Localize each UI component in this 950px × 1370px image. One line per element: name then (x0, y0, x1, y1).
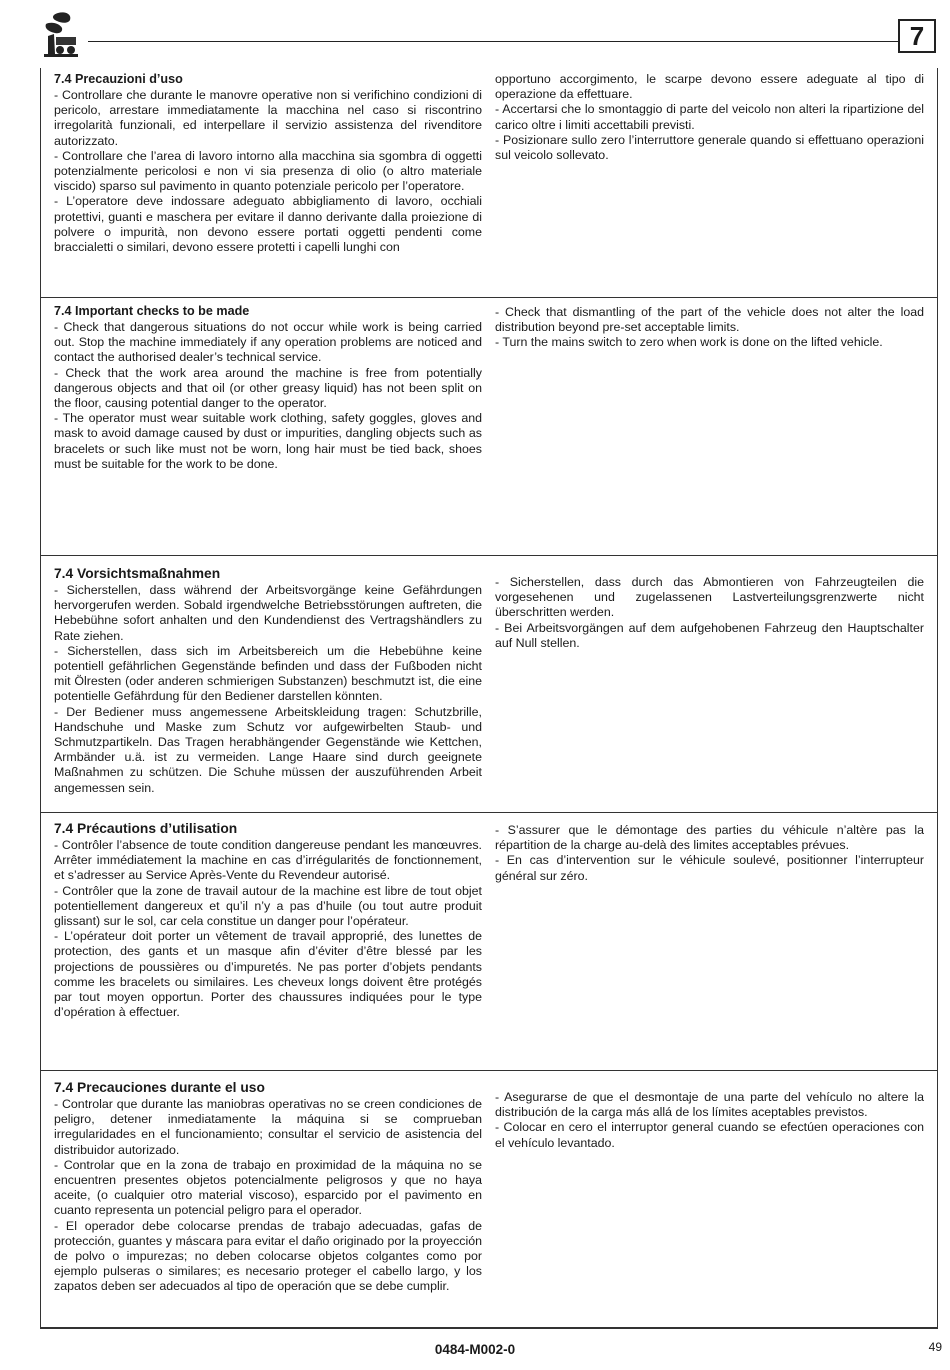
paragraph: - Colocar en cero el interruptor general cuando se efectúen operaciones con el vehículo levantado. (495, 1120, 924, 1150)
paragraph: - Bei Arbeitsvorgängen auf dem aufgehobenen Fahrzeug den Hauptschalter auf Null stellen. (495, 620, 924, 650)
section-left-column (54, 566, 482, 796)
paragraph: - El operador debe colocarse prendas de trabajo adecuadas, gafas de protección, guantes y máscara para evitar el daño originado por la proyección de polvo o impurezas; no deben colocarse objetos colgantes como por ejemplo pulseras o similares; es necesario proteger el cabello largo, y los zapatos deben ser adecuados al tipo de operación que se debe cumplir. (54, 1218, 482, 1294)
section-title: 7.4 Precauciones durante el uso (54, 1080, 265, 1095)
paragraph: opportuno accorgimento, le scarpe devono essere adeguate al tipo di operazione da effettuare. (495, 72, 924, 102)
paragraph: - Turn the mains switch to zero when work is done on the lifted vehicle. (495, 335, 883, 350)
paragraph: - The operator must wear suitable work clothing, safety goggles, gloves and mask to avoid damage caused by dust or impurities, dangling objects such as bracelets or such like must not be worn, long hair must be tied back, shoes must be suitable for the work to be done. (54, 411, 482, 471)
page-number: 49 (928, 1340, 942, 1354)
section-english (41, 297, 937, 555)
section-right-column (495, 575, 924, 651)
section-title: 7.4 Précautions d’utilisation (54, 821, 238, 836)
section-right-column (495, 1090, 924, 1151)
paragraph: - Posizionare sullo zero l’interruttore generale quando si effettuano operazioni sul veicolo sollevato. (495, 132, 924, 163)
section-german (41, 555, 937, 812)
paragraph: - Accertarsi che lo smontaggio di parte del veicolo non alteri la ripartizione del carico oltre i limiti accettabili previsti. (495, 102, 924, 132)
paragraph: - L’operatore deve indossare adeguato abbigliamento di lavoro, occhiali protettivi, guanti e maschera per evitare il danno derivante dalla proiezione di polvere o impurità, non devono essere portati oggetti pendenti come braccialetti o similari, devono essere protetti i capelli lunghi con (54, 194, 482, 255)
paragraph: - Controllare che durante le manovre operative non si verifichino condizioni di pericolo, arrestare immediatamente la macchina nel caso si riscontrino irregolarità funzionali, ed interpellare il servizio assistenza del rivenditore autorizzato. (54, 88, 482, 148)
paragraph: - Sicherstellen, dass durch das Abmontieren von Fahrzeugteilen die vorgesehenen und zugelassenen Lastverteilungsgrenzwerte nicht überschritten werden. (495, 575, 924, 620)
brand-logo-icon (38, 10, 82, 58)
chapter-number: 7 (898, 19, 936, 53)
header-rule (88, 41, 898, 42)
paragraph: - Sicherstellen, dass während der Arbeitsvorgänge keine Gefährdungen hervorgerufen werden. Sobald irgendwelche Betriebsstörungen auftreten, die Hebebühne sofort anhalten und den Kundendienst des Vertragshändlers zu Rate ziehen. (54, 583, 482, 643)
paragraph: - Check that dismantling of the part of the vehicle does not alter the load distribution beyond pre-set acceptable limits. (495, 305, 924, 335)
section-left-column (54, 821, 482, 1020)
paragraph: - Der Bediener muss angemessene Arbeitskleidung tragen: Schutzbrille, Handschuhe und Maske zum Schutz vor aufgewirbelten Staub- und Schmutzpartikeln. Das Tragen herabhängender Gegenstände wie Kettchen, Armbänder u.ä. ist zu vermeiden. Lange Haare sind durch geeignete Maßnahmen zu schützen. Die Schuhe müssen der auszuführenden Arbeit angemessen sein. (54, 704, 482, 795)
section-left-column (54, 72, 482, 255)
paragraph: - Check that dangerous situations do not occur while work is being carried out. Stop the machine immediately if any operation problems are noticed and contact the authorised dealer’s technical service. (54, 320, 482, 365)
section-title: 7.4 Vorsichtsmaßnahmen (54, 566, 221, 581)
paragraph: - Controlar que en la zona de trabajo en proximidad de la máquina no se encuentren presentes objetos potencialmente peligrosos y que no haya aceite, (o cualquier otro material viscoso), esparcido por el pavimento en cuanto representa un potencial peligro para el operador. (54, 1157, 482, 1218)
paragraph: - S’assurer que le démontage des parties du véhicule n’altère pas la répartition de la charge au-delà des limites acceptables prévues. (495, 823, 924, 853)
paragraph: - Sicherstellen, dass sich im Arbeitsbereich um die Hebebühne keine potentiell gefährlichen Gegenstände befinden und dass der Fußboden nicht mit Ölresten (oder anderen schmierigen Substanzen) beschmutzt ist, die eine potentielle Gefährdung für den Bediener darstellen könnten. (54, 643, 482, 704)
paragraph: - Contrôler l’absence de toute condition dangereuse pendant les manœuvres. Arrêter immédiatement la machine en cas d’irrégularités de fonctionnement, et s’adresser au Service Après-Vente du Revendeur autorisé. (54, 838, 482, 883)
section-italian (41, 68, 937, 297)
document-code: 0484-M002-0 (434, 1342, 516, 1357)
section-right-column (495, 305, 924, 351)
section-left-column (54, 1080, 482, 1295)
paragraph: - Controlar que durante las maniobras operativas no se creen condiciones de peligro, detener inmediatamente la máquina si se comprueban irregularidades en el funcionamiento; consultar el servicio de asistencia del distribuidor autorizado. (54, 1097, 482, 1157)
section-french (41, 812, 937, 1070)
section-title: 7.4 Precauzioni d’uso (54, 72, 183, 86)
paragraph: - En cas d’intervention sur le véhicule soulevé, positionner l’interrupteur général sur zéro. (495, 853, 924, 883)
paragraph: - L’opérateur doit porter un vêtement de travail approprié, des lunettes de protection, des gants et un masque afin d’éviter d’être blessé par les projections de poussières ou d’impuretés. Ne pas porter d’objets pendants comme les bracelets ou similaires. Les cheveux longs doivent être protégés par tout moyen opportun. Porter des chaussures indiquées pour le type d’opération à effectuer. (54, 929, 482, 1020)
paragraph: - Contrôler que la zone de travail autour de la machine est libre de tout objet potentiellement dangereux et qu’il n’y a pas d’huile (ou tout autre produit glissant) sur le sol, car cela constitue un danger pour l’opérateur. (54, 883, 482, 929)
section-left-column (54, 304, 482, 472)
paragraph: - Controllare che l’area di lavoro intorno alla macchina sia sgombra di oggetti potenzialmente pericolosi e non vi sia presenza di olio (o altro materiale viscido) sparso sul pavimento in quanto potenziale pericolo per l’operatore. (54, 148, 482, 194)
section-spanish (41, 1070, 937, 1328)
section-title: 7.4 Important checks to be made (54, 304, 250, 318)
section-right-column (495, 823, 924, 884)
section-right-column (495, 72, 924, 163)
paragraph: - Check that the work area around the machine is free from potentially dangerous objects and that oil (or other greasy liquid) has not been split on the floor, causing potential danger to the operator. (54, 365, 482, 411)
paragraph: - Asegurarse de que el desmontaje de una parte del vehículo no altere la distribución de la carga más allá de los límites aceptables previstos. (495, 1090, 924, 1120)
